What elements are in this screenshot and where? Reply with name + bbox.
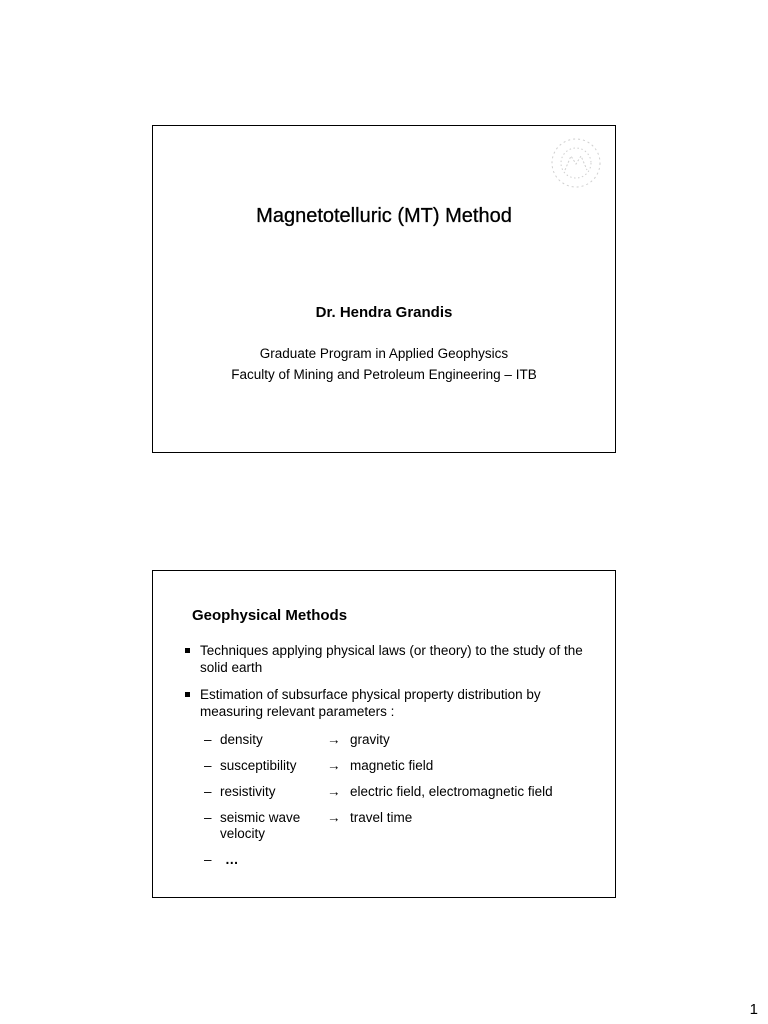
property-name: resistivity <box>220 784 276 799</box>
dash-marker: – <box>204 810 212 825</box>
slide-title: Magnetotelluric (MT) Method <box>256 205 512 227</box>
dash-marker: – <box>204 732 212 747</box>
property-name: seismic wave velocity <box>220 810 301 841</box>
right-arrow-icon: → <box>327 810 341 825</box>
square-bullet-icon <box>185 648 190 653</box>
right-arrow-icon: → <box>327 784 341 799</box>
property-name: density <box>220 732 263 747</box>
slide-2 <box>152 570 616 898</box>
itb-seal-logo-icon <box>545 134 607 192</box>
ellipsis-text: … <box>225 852 239 867</box>
bullet-text: Techniques applying physical laws (or theory) to the study of the solid earth <box>200 643 583 675</box>
slide-1 <box>152 125 616 453</box>
bullet-item <box>200 642 600 676</box>
square-bullet-icon <box>185 692 190 697</box>
author-name: Dr. Hendra Grandis <box>315 304 453 321</box>
measurement-name: gravity <box>350 732 390 747</box>
affiliation-line-2: Faculty of Mining and Petroleum Engineering – ITB <box>231 367 537 382</box>
dash-marker: – <box>204 852 212 867</box>
dash-marker: – <box>204 784 212 799</box>
bullet-text: Estimation of subsurface physical property distribution by measuring relevant parameters : <box>200 687 541 719</box>
measurement-name: magnetic field <box>350 758 434 773</box>
slide-title: Geophysical Methods <box>192 607 348 624</box>
measurement-name: travel time <box>350 810 413 825</box>
page-number: 1 <box>749 1001 758 1018</box>
right-arrow-icon: → <box>327 732 341 747</box>
affiliation-line-1: Graduate Program in Applied Geophysics <box>259 346 509 361</box>
dash-marker: – <box>204 758 212 773</box>
property-name: susceptibility <box>220 758 297 773</box>
measurement-name: electric field, electromagnetic field <box>350 784 553 799</box>
bullet-item <box>200 686 600 720</box>
right-arrow-icon: → <box>327 758 341 773</box>
